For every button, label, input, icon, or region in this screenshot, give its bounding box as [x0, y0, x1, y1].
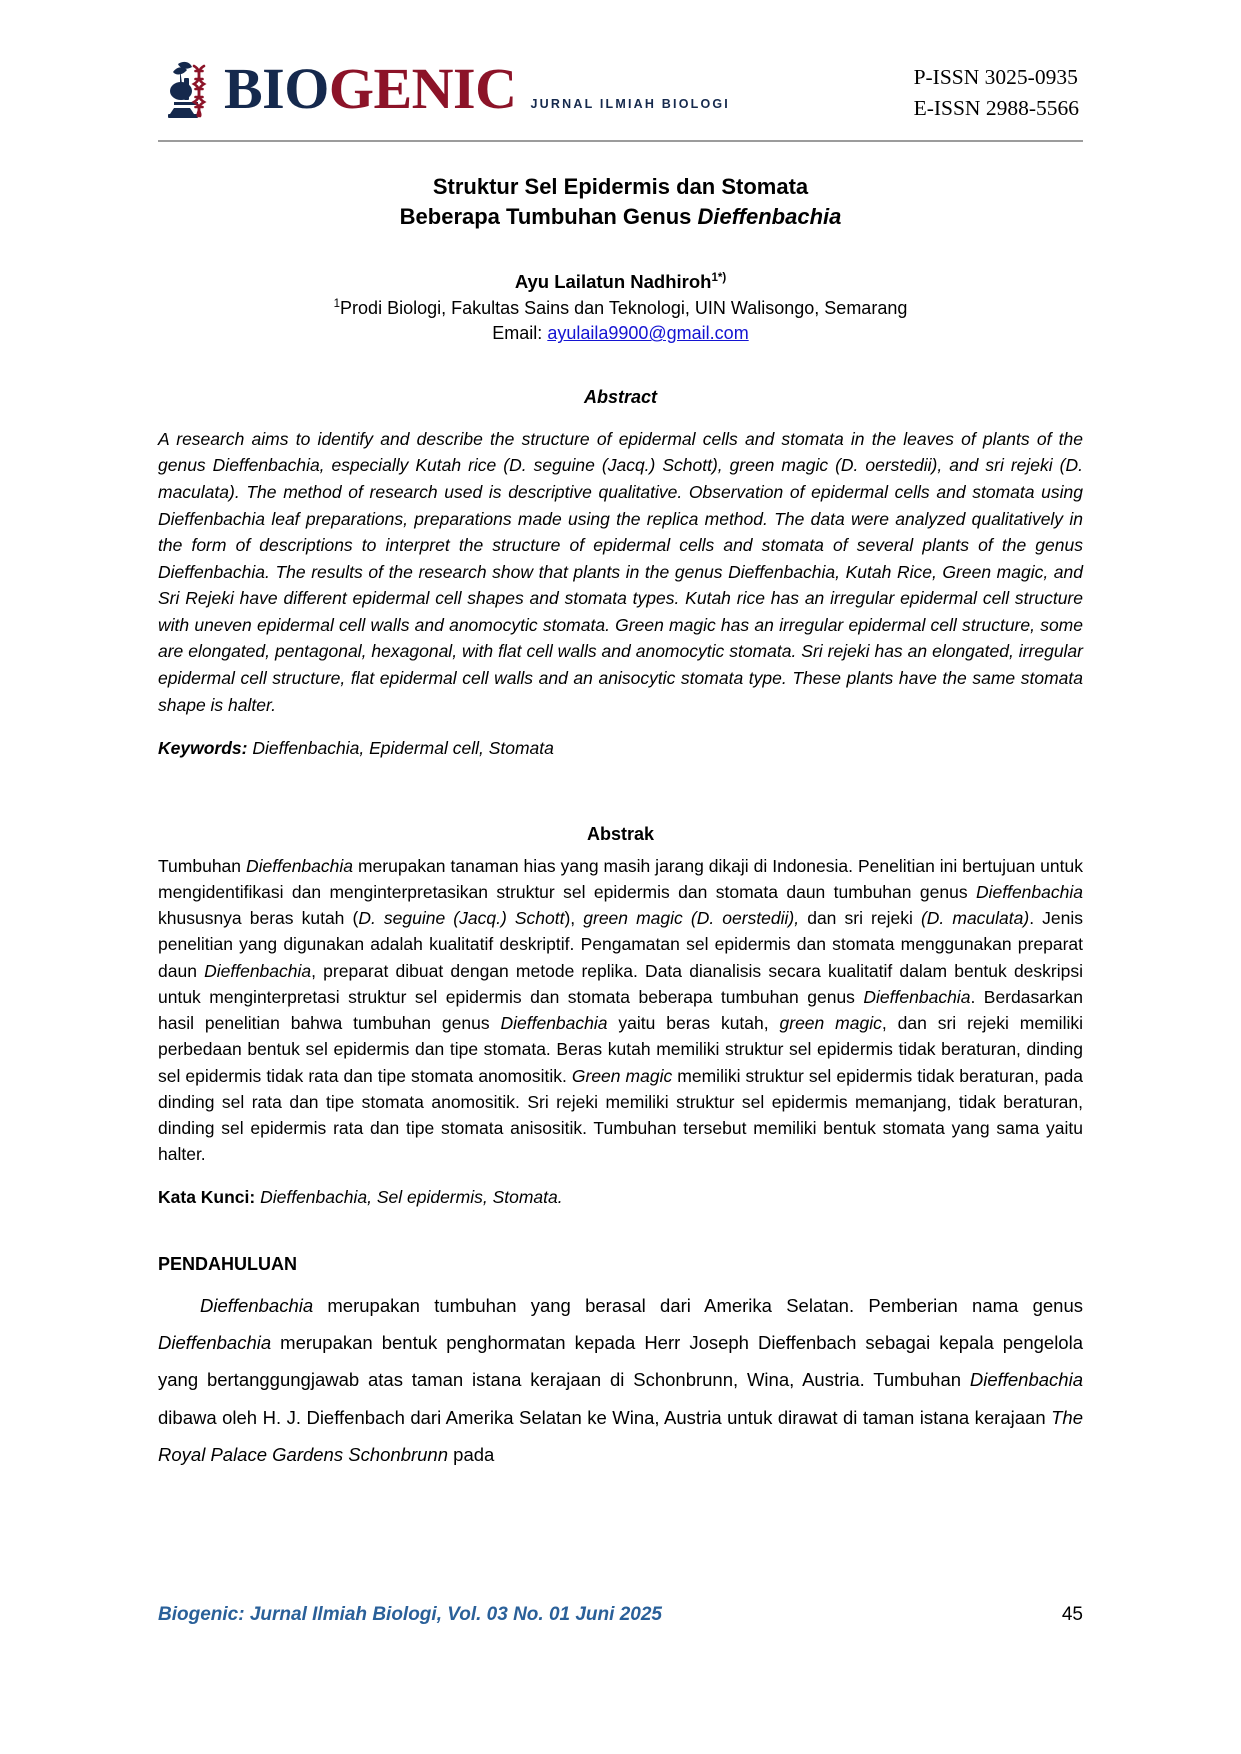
footer-journal-line: Biogenic: Jurnal Ilmiah Biologi, Vol. 03 No. 01 Juni 2025 [158, 1604, 662, 1625]
keywords-label: Keywords: [158, 738, 248, 759]
issn-online: E-ISSN 2988-5566 [913, 95, 1079, 120]
pendahuluan-paragraph: Dieffenbachia merupakan tumbuhan yang berasal dari Amerika Selatan. Pemberian nama genus Dieffenbachia merupakan bentuk penghormatan kepada Herr Joseph Dieffenbach sebagai kepala pengelola yang bertanggungjawab atas taman istana kerajaan di Schonbrunn, Wina, Austria. Tumbuhan Dieffenbachia dibawa oleh H. J. Dieffenbach dari Amerika Selatan ke Wina, Austria untuk dirawat di taman istana kerajaan The Royal Palace Gardens Schonbrunn pada [158, 1294, 1083, 1466]
author-name [158, 269, 1083, 295]
issn-print: P-ISSN 3025-0935 [913, 65, 1078, 89]
footer-page-number: 45 [1061, 1604, 1083, 1625]
abstrak-body: Tumbuhan Dieffenbachia merupakan tanaman hias yang masih jarang dikaji di Indonesia. Penelitian ini bertujuan untuk mengidentifikasi dan menginterpretasikan struktur sel epidermis dan stomata daun tumbuhan genus Dieffenbachia khususnya beras kutah (D. seguine (Jacq.) Schott), green magic (D. oerstedii), dan sri rejeki (D. maculata). Jenis penelitian yang digunakan adalah kualitatif deskriptif. Pengamatan sel epidermis dan stomata menggunakan preparat daun Dieffenbachia, preparat dibuat dengan metode replika. Data dianalisis secara kualitatif dalam bentuk deskripsi untuk menginterpretasi struktur sel epidermis dan stomata beberapa tumbuhan genus Dieffenbachia. Berdasarkan hasil penelitian bahwa tumbuhan genus Dieffenbachia yaitu beras kutah, green magic, dan sri rejeki memiliki perbedaan bentuk sel epidermis dan tipe stomata. Beras kutah memiliki struktur sel epidermis tidak beraturan, dinding sel epidermis tidak rata dan tipe stomata anomositik. Green magic memiliki struktur sel epidermis tidak beraturan, pada dinding sel rata dan tipe stomata anomositik. Sri rejeki memiliki struktur sel epidermis memanjang, tidak beraturan, dinding sel epidermis rata dan tipe stomata anisositik. Tumbuhan tersebut memiliki bentuk stomata yang sama yaitu halter. [158, 855, 1084, 1165]
keywords-value: Dieffenbachia, Epidermal cell, Stomata [247, 738, 554, 759]
abstract-keywords [158, 735, 1083, 761]
katakunci-label: Kata Kunci: [158, 1186, 256, 1207]
affiliation-text: Prodi Biologi, Fakultas Sains dan Teknologi, UIN Walisongo, Semarang [340, 297, 908, 318]
logo-word-genic: GENIC [328, 56, 517, 122]
abstract-body: A research aims to identify and describe the structure of epidermal cells and stomata in the leaves of plants of the genus Dieffenbachia, especially Kutah rice (D. seguine (Jacq.) Schott), green magic (D. oerstedii), and sri rejeki (D. maculata). The method of research used is descriptive qualitative. Observation of epidermal cells and stomata using Dieffenbachia leaf preparations, preparations made using the replica method. The data were analyzed qualitatively in the form of descriptions to interpret the structure of epidermal cells and stomata of several plants of the genus Dieffenbachia. The results of the research show that plants in the genus Dieffenbachia, Kutah Rice, Green magic, and Sri Rejeki have different epidermal cell shapes and stomata types. Kutah rice has an irregular epidermal cell structure with uneven epidermal cell walls and anomocytic stomata. Green magic has an irregular epidermal cell structure, some are elongated, pentagonal, hexagonal, with flat cell walls and anomocytic stomata. Sri rejeki has an elongated, irregular epidermal cell structure, flat epidermal cell walls and an anisocytic stomata type. These plants have the same stomata shape is halter. [158, 428, 1083, 715]
author-name-superscript: 1*) [711, 272, 727, 285]
masthead [158, 52, 1083, 134]
title-genus-italic: Dieffenbachia [697, 203, 842, 229]
journal-logo [164, 56, 730, 122]
masthead-divider [158, 140, 1083, 142]
abstrak-heading: Abstrak [586, 823, 655, 844]
abstrak-katakunci [158, 1184, 1083, 1210]
title-line-2 [158, 202, 1083, 232]
logo-word-bio: BIO [224, 56, 329, 122]
issn-block [914, 62, 1083, 123]
author-email-line [158, 321, 1083, 347]
pendahuluan-heading: PENDAHULUAN [158, 1253, 297, 1274]
katakunci-value: Dieffenbachia, Sel epidermis, Stomata. [255, 1186, 563, 1207]
logo-subtitle: JURNAL ILMIAH BIOLOGI [530, 97, 730, 112]
email-label: Email: [492, 323, 548, 344]
affiliation-superscript: 1 [333, 297, 341, 310]
author-name-text: Ayu Lailatun Nadhiroh [514, 271, 712, 293]
journal-logo-text [224, 56, 730, 122]
title-line-1: Struktur Sel Epidermis dan Stomata [432, 174, 809, 199]
abstract-heading: Abstract [583, 386, 658, 407]
microscope-dna-plant-logo-icon [164, 58, 222, 120]
email-link[interactable]: ayulaila9900@gmail.com [547, 323, 749, 344]
author-affiliation [158, 296, 1083, 322]
author-block [158, 269, 1083, 346]
page-footer [158, 1604, 1083, 1626]
title-line-2-prefix: Beberapa Tumbuhan Genus [399, 203, 698, 229]
page-title [158, 172, 1083, 231]
